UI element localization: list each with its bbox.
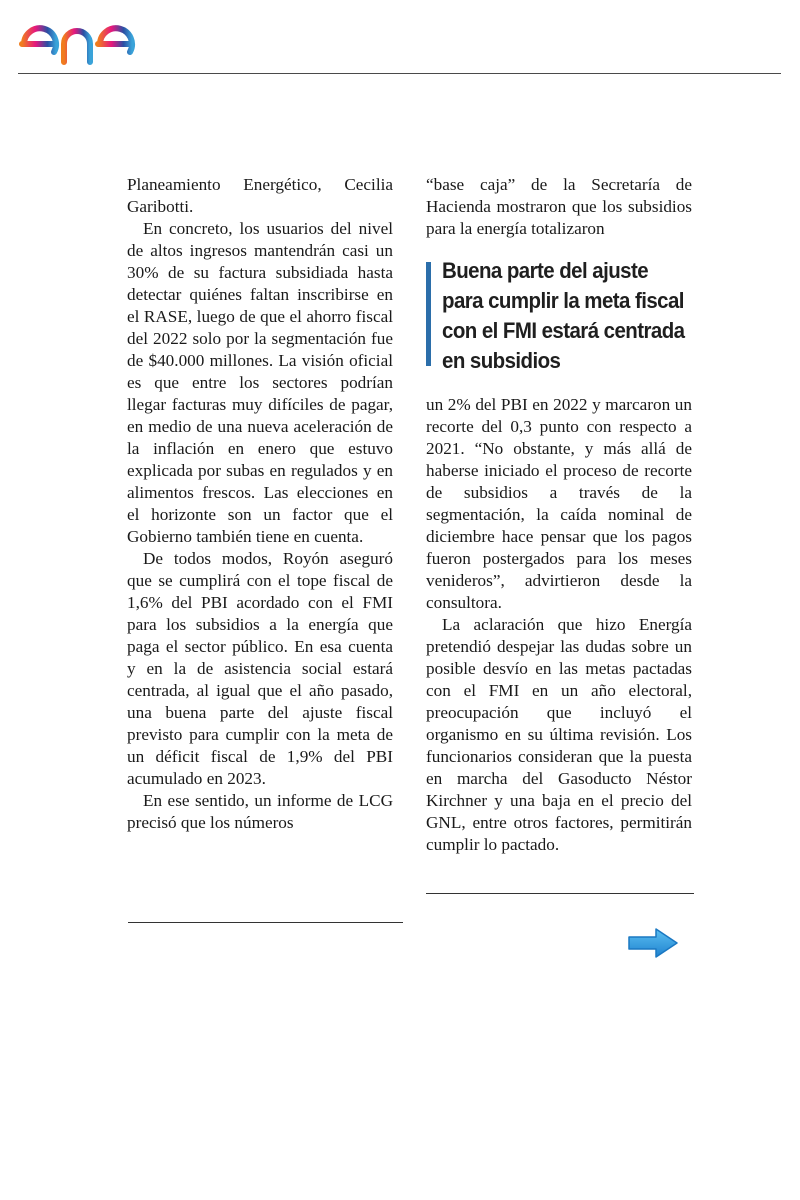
enel-logo-icon (18, 6, 180, 66)
paragraph: “base caja” de la Secretaría de Hacienda mostraron que los subsidios para la energía totalizaron (426, 175, 692, 238)
pull-quote-bar (426, 262, 431, 366)
paragraph: La aclaración que hizo Energía pretendió despejar las dudas sobre un posible desvío en las metas pactadas con el FMI en un año electoral, preocupación que incluyó el organismo en su última revisión. Los funcionarios consideran que la puesta en marcha del Gasoducto Néstor Kirchner y una baja en el precio del GNL, entre otros factores, permitirán cumplir lo pactado. (426, 615, 692, 854)
next-page-button[interactable] (626, 926, 680, 960)
pull-quote (426, 256, 692, 376)
paragraph: En ese sentido, un informe de LCG precisó que los números (127, 791, 393, 832)
page-header (0, 0, 800, 80)
paragraph: Planeamiento Energético, Cecilia Garibotti. (127, 175, 393, 216)
column-end-divider-left (128, 922, 403, 923)
article-column-left (127, 174, 393, 834)
paragraph: un 2% del PBI en 2022 y marcaron un recorte del 0,3 punto con respecto a 2021. “No obstante, y más allá de haberse iniciado el proceso de recorte de subsidios a través de la segmentación, la caída nominal de diciembre hace pensar que los pagos fueron postergados para los meses venideros”, advirtieron desde la consultora. (426, 395, 692, 612)
arrow-right-icon (626, 926, 680, 960)
header-divider (18, 73, 781, 74)
column-end-divider-right (426, 893, 694, 894)
enel-logo (18, 6, 180, 66)
paragraph: De todos modos, Royón aseguró que se cumplirá con el tope fiscal de 1,6% del PBI acordado con el FMI para los subsidios a la energía que paga el sector público. En esa cuenta y en la de asistencia social estará centrada, al igual que el año pasado, una buena parte del ajuste fiscal previsto para cumplir con la meta de un déficit fiscal de 1,9% del PBI acumulado en 2023. (127, 549, 393, 788)
article-column-right (426, 174, 692, 856)
paragraph: En concreto, los usuarios del nivel de altos ingresos mantendrán casi un 30% de su factura subsidiada hasta detectar quiénes faltan inscribirse en el RASE, luego de que el ahorro fiscal del 2022 solo por la segmentación fue de $40.000 millones. La visión oficial es que entre los sectores podrían llegar facturas muy difíciles de pagar, en medio de una nueva aceleración de la inflación en enero que estuvo explicada por subas en regulados y en alimentos frescos. Las elecciones en el horizonte son un factor que el Gobierno también tiene en cuenta. (127, 219, 393, 546)
pull-quote-text: Buena parte del ajuste para cumplir la meta fiscal con el FMI estará centrada en subsidios (442, 258, 685, 373)
